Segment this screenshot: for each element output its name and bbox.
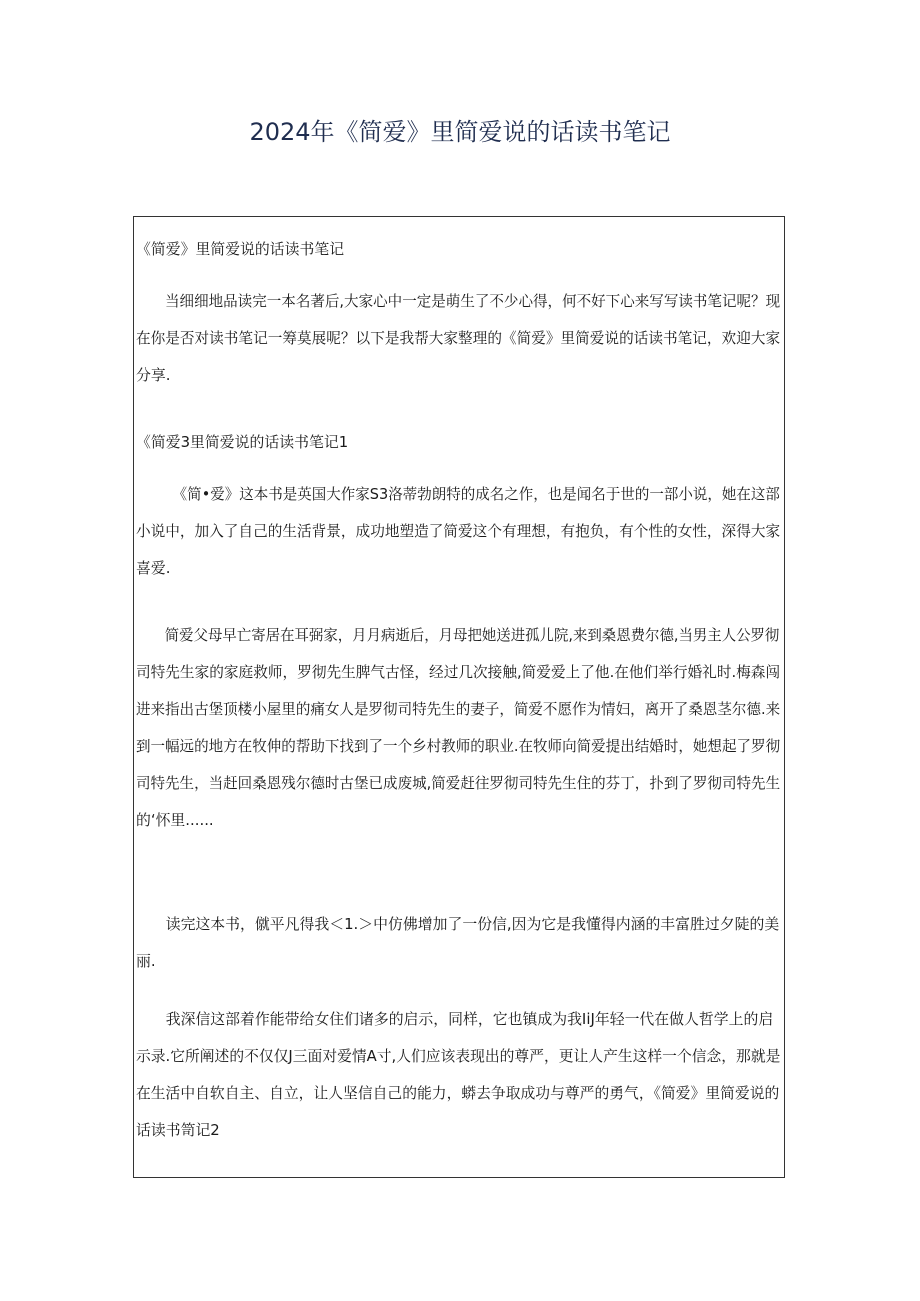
paragraph-line: 进来指出古堡顶楼小屋里的痛女人是罗彻司特先生的妻子，简爱不愿作为情妇，离开了桑恩茎尔德.来 (135, 700, 781, 718)
paragraph-line: 《简•爱》这本书是英国大作家S3洛蒂勃朗特的成名之作，也是闻名于世的一部小说，她在这部 (172, 485, 780, 503)
section-heading (134, 231, 788, 268)
paragraph-line: 读完这本书，僦平凡得我＜1.＞中仿佛增加了一份信,因为它是我懂得内涵的丰富胜过夕陡的美 (165, 915, 780, 933)
paragraph-3 (134, 906, 786, 980)
paragraph-4 (134, 1001, 786, 1149)
paragraph-line: 到一幅远的地方在牧伸的帮助下找到了一个乡村教师的职业.在牧师向简爱提出结婚时，她想起了罗彻 (135, 737, 781, 755)
paragraph-2 (134, 617, 786, 839)
paragraph-line: 话读书笥记2 (135, 1121, 220, 1139)
intro-line: 在你是否对读书笔记一筹莫展呢？以下是我帮大家整理的《简爱》里简爱说的话读书笔记，欢迎大家 (135, 329, 781, 347)
intro-line: 当细细地品读完一本名著后,大家心中一定是萌生了不少心得，何不好下心来写写读书笔记呢？现 (165, 292, 781, 310)
note-heading-text: 《简爱3里简爱说的话读书笔记1 (136, 433, 349, 451)
note-heading (134, 424, 788, 461)
content-box (133, 216, 785, 1178)
intro-paragraph (134, 283, 786, 394)
intro-line: 分享. (135, 366, 171, 384)
paragraph-line: 简爱父母早亡寄居在耳弼家，月月病逝后，月母把她送进孤儿院,来到桑恩费尔德,当男主人公罗彻 (164, 626, 780, 644)
paragraph-line: 我深信这部着作能带给女住们诸多的启示，同样，它也镇成为我IiJ年轻一代在做人哲学上的启 (165, 1010, 774, 1028)
paragraph-line: 丽. (135, 952, 156, 970)
section-heading-text: 《简爱》里简爱说的话读书笔记 (136, 240, 345, 258)
paragraph-line: 司特先生家的家庭救师，罗彻先生脾气古怪，经过几次接触,简爱爱上了他.在他们举行婚礼时.梅森闯 (135, 663, 781, 681)
paragraph-line: 喜爱. (135, 559, 171, 577)
paragraph-line: 小说中，加入了自己的生活背景，成功地塑造了简爱这个有理想，有抱负，有个性的女性，深得大家 (135, 522, 781, 540)
paragraph-line: 司特先生，当赶回桑恩残尔德时古堡已成废城,简爱赶往罗彻司特先生住的芬丁，扑到了罗彻司特先生 (135, 774, 781, 792)
paragraph-line: 的‘怀里...... (135, 811, 214, 829)
paragraph-1 (134, 476, 786, 587)
paragraph-line: 示录.它所阐述的不仅仅J三面对爱情A寸,人们应该表现出的尊严，更让人产生这样一个信念，那就是 (135, 1047, 781, 1065)
document-title: 2024年《简爱》里简爱说的话读书笔记 (249, 118, 671, 146)
paragraph-line: 在生活中自软自主、自立，让人坚信自己的能力，蟒去争取成功与尊严的勇气，《简爱》里简爱说的 (135, 1084, 780, 1102)
